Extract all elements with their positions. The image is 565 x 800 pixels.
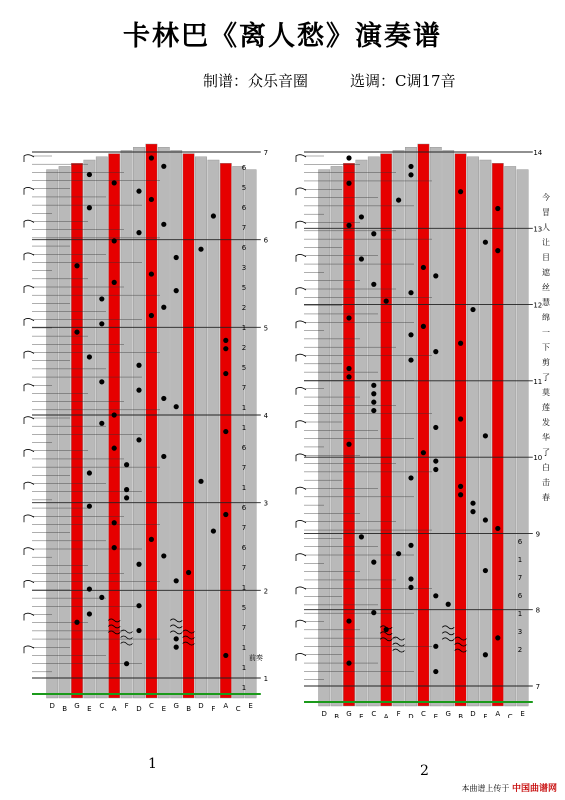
lyric-char: 莫 xyxy=(542,388,550,397)
kalimba-key xyxy=(84,160,95,698)
note-dot xyxy=(99,321,104,326)
note-dot xyxy=(161,396,166,401)
lyric-char: 目 xyxy=(542,253,550,262)
note-dot xyxy=(99,421,104,426)
key-label: A xyxy=(223,702,229,710)
note-dot xyxy=(408,164,413,169)
key-label: E xyxy=(359,713,364,718)
note-dot xyxy=(483,433,488,438)
note-dot xyxy=(371,383,376,388)
fingering-number: 6 xyxy=(241,504,247,512)
note-dot xyxy=(458,484,463,489)
note-dot xyxy=(112,238,117,243)
note-stem xyxy=(296,421,306,428)
kalimba-key xyxy=(517,170,528,706)
note-stem xyxy=(296,288,306,295)
key-label: C xyxy=(420,710,426,718)
note-dot xyxy=(433,349,438,354)
note-dot xyxy=(124,661,129,666)
measure-number: 4 xyxy=(263,412,269,420)
note-dot xyxy=(198,479,203,484)
lyric-char: 发 xyxy=(542,418,550,427)
note-dot xyxy=(74,263,79,268)
key-label: C xyxy=(148,702,154,710)
footer-text: 本曲谱上传于 xyxy=(461,784,510,793)
fingering-number: 6 xyxy=(241,244,247,252)
key-label: F xyxy=(396,710,401,718)
note-dot xyxy=(124,495,129,500)
note-dot xyxy=(223,346,228,351)
note-dot xyxy=(87,205,92,210)
note-dot xyxy=(396,551,401,556)
note-dot xyxy=(408,172,413,177)
key-label: D xyxy=(470,710,476,718)
note-dot xyxy=(433,593,438,598)
note-dot xyxy=(136,562,141,567)
note-dot xyxy=(346,315,351,320)
note-stem xyxy=(296,188,306,195)
note-dot xyxy=(87,504,92,509)
note-dot xyxy=(161,454,166,459)
fingering-number: 7 xyxy=(241,564,247,572)
key-label: B xyxy=(458,713,464,718)
note-dot xyxy=(112,520,117,525)
note-dot xyxy=(396,197,401,202)
note-dot xyxy=(371,231,376,236)
kalimba-key xyxy=(319,170,330,706)
note-dot xyxy=(346,366,351,371)
note-stem xyxy=(24,482,34,489)
key-label: B xyxy=(62,705,68,713)
kalimba-key xyxy=(171,150,182,698)
measure-number: 7 xyxy=(263,149,269,157)
measure-number: 5 xyxy=(263,324,269,333)
note-dot xyxy=(174,288,179,293)
kalimba-key xyxy=(356,160,367,706)
note-dot xyxy=(470,307,475,312)
note-dot xyxy=(371,391,376,396)
kalimba-key xyxy=(195,157,206,698)
kalimba-key xyxy=(455,154,466,706)
arranger-credit: 制谱：众乐音圈 xyxy=(203,72,309,90)
note-stem xyxy=(296,587,306,594)
note-dot xyxy=(408,332,413,337)
note-dot xyxy=(223,512,228,517)
note-dot xyxy=(174,578,179,583)
lyric-char: 人 xyxy=(542,223,550,232)
note-dot xyxy=(136,603,141,608)
measure-number: 10 xyxy=(533,454,543,463)
note-dot xyxy=(87,470,92,475)
kalimba-key xyxy=(133,147,144,698)
note-dot xyxy=(359,534,364,539)
note-dot xyxy=(421,450,426,455)
note-dot xyxy=(174,645,179,650)
note-stem xyxy=(296,155,306,162)
key-label: D xyxy=(321,710,327,718)
note-stem xyxy=(24,613,34,620)
page-number-2: 2 xyxy=(420,763,429,779)
fingering-number: 2 xyxy=(517,646,523,654)
note-dot xyxy=(99,595,104,600)
note-dot xyxy=(458,492,463,497)
note-dot xyxy=(161,222,166,227)
key-label: G xyxy=(346,710,352,718)
fingering-number: 5 xyxy=(241,184,247,192)
measure-number: 11 xyxy=(533,377,543,386)
lyric-char: 丝 xyxy=(542,283,550,292)
measure-number: 13 xyxy=(533,225,543,234)
lyric-char: 莲 xyxy=(542,403,550,412)
key-label: F xyxy=(483,713,488,718)
fingering-number: 7 xyxy=(241,624,247,632)
note-dot xyxy=(458,189,463,194)
key-label: B xyxy=(334,713,340,718)
kalimba-key xyxy=(381,154,392,706)
fingering-number: 1 xyxy=(517,610,523,618)
note-dot xyxy=(421,324,426,329)
fingering-number: 6 xyxy=(241,444,247,452)
key-label: D xyxy=(408,713,414,718)
lyric-char: 让 xyxy=(542,238,550,247)
kalimba-key xyxy=(146,144,157,698)
note-dot xyxy=(470,509,475,514)
note-stem xyxy=(296,520,306,527)
note-dot xyxy=(483,517,488,522)
note-dot xyxy=(211,528,216,533)
lyric-char: 冒 xyxy=(542,208,550,217)
note-dot xyxy=(223,371,228,376)
site-logo: 中国曲谱网 xyxy=(511,784,557,794)
note-dot xyxy=(346,374,351,379)
note-stem xyxy=(24,286,34,293)
note-dot xyxy=(483,240,488,245)
key-label: D xyxy=(49,702,55,710)
fingering-number: 7 xyxy=(241,524,247,532)
note-dot xyxy=(371,560,376,565)
kalimba-key xyxy=(505,166,516,706)
note-dot xyxy=(408,585,413,590)
note-dot xyxy=(359,256,364,261)
key-label: G xyxy=(173,702,179,710)
note-stem xyxy=(24,646,34,653)
key-label: A xyxy=(495,710,501,718)
note-dot xyxy=(371,282,376,287)
kalimba-key xyxy=(492,163,503,706)
key-label: G xyxy=(74,702,80,710)
note-dot xyxy=(149,271,154,276)
measure-number: 9 xyxy=(535,530,541,539)
measure-number: 2 xyxy=(263,587,269,596)
note-stem xyxy=(24,449,34,456)
fingering-number: 6 xyxy=(517,592,523,600)
fingering-number: 6 xyxy=(241,204,247,212)
note-dot xyxy=(87,586,92,591)
kalimba-key xyxy=(208,160,219,698)
note-dot xyxy=(408,543,413,548)
note-dot xyxy=(112,412,117,417)
kalimba-key xyxy=(405,147,416,706)
note-dot xyxy=(421,265,426,270)
note-dot xyxy=(483,652,488,657)
note-dot xyxy=(161,305,166,310)
note-stem xyxy=(296,387,306,394)
note-stem xyxy=(296,354,306,361)
measure-number: 1 xyxy=(263,675,269,683)
note-dot xyxy=(458,341,463,346)
key-label: E xyxy=(87,705,92,713)
note-stem xyxy=(296,454,306,461)
note-stem xyxy=(24,515,34,522)
fingering-number: 5 xyxy=(241,284,247,292)
fingering-number: 7 xyxy=(241,224,247,232)
page-number-1: 1 xyxy=(148,756,157,772)
kalimba-key xyxy=(158,147,169,698)
note-stem xyxy=(24,220,34,227)
lyric-char: 下 xyxy=(542,343,550,352)
note-stem xyxy=(24,384,34,391)
fingering-number: 2 xyxy=(241,344,247,352)
note-stem xyxy=(296,554,306,561)
note-dot xyxy=(99,296,104,301)
fingering-number: 1 xyxy=(241,484,247,492)
note-dot xyxy=(495,526,500,531)
note-stem xyxy=(296,321,306,328)
key-label: A xyxy=(111,705,117,713)
fingering-number: 3 xyxy=(241,264,247,272)
note-dot xyxy=(174,255,179,260)
key-credit: 选调：C调17音 xyxy=(350,72,456,90)
note-stem xyxy=(24,580,34,587)
footer-credit xyxy=(461,781,557,794)
lyric-char: 春 xyxy=(542,493,550,502)
note-dot xyxy=(483,568,488,573)
measure-number: 12 xyxy=(533,301,543,310)
kalimba-key xyxy=(393,150,404,706)
note-dot xyxy=(161,164,166,169)
kalimba-key xyxy=(71,163,82,698)
note-dot xyxy=(87,172,92,177)
note-dot xyxy=(359,214,364,219)
lyric-char: 慧 xyxy=(542,298,550,307)
kalimba-key xyxy=(47,170,58,698)
note-dot xyxy=(124,487,129,492)
score-page-2 xyxy=(288,138,558,718)
note-dot xyxy=(149,537,154,542)
fingering-number: 2 xyxy=(241,304,247,312)
kalimba-key xyxy=(467,157,478,706)
note-dot xyxy=(161,553,166,558)
note-dot xyxy=(198,247,203,252)
note-dot xyxy=(136,437,141,442)
fingering-number: 1 xyxy=(241,684,247,692)
kalimba-key xyxy=(343,163,354,706)
note-stem xyxy=(296,620,306,627)
note-dot xyxy=(408,357,413,362)
note-dot xyxy=(433,458,438,463)
note-stem xyxy=(24,155,34,162)
note-dot xyxy=(433,644,438,649)
lyric-char: 一 xyxy=(542,328,550,337)
note-dot xyxy=(446,602,451,607)
kalimba-key xyxy=(109,154,120,698)
measure-number: 14 xyxy=(533,149,543,157)
key-label: C xyxy=(507,713,513,718)
kalimba-key xyxy=(183,154,194,698)
note-dot xyxy=(433,273,438,278)
fingering-number: 1 xyxy=(241,664,247,672)
note-stem xyxy=(296,254,306,261)
note-dot xyxy=(223,429,228,434)
key-label: E xyxy=(433,713,439,718)
note-dot xyxy=(87,354,92,359)
measure-number: 8 xyxy=(535,606,541,615)
prelude-label: 前奏 xyxy=(249,654,263,662)
key-label: E xyxy=(161,705,167,713)
note-dot xyxy=(149,155,154,160)
note-dot xyxy=(346,442,351,447)
measure-number: 3 xyxy=(263,499,269,508)
note-stem xyxy=(24,417,34,424)
note-dot xyxy=(112,180,117,185)
note-dot xyxy=(174,636,179,641)
fingering-number: 1 xyxy=(241,424,247,432)
lyric-char: 了 xyxy=(542,448,550,457)
note-dot xyxy=(470,501,475,506)
note-dot xyxy=(433,669,438,674)
fingering-number: 6 xyxy=(517,538,523,546)
note-dot xyxy=(136,230,141,235)
note-dot xyxy=(223,653,228,658)
note-stem xyxy=(24,318,34,325)
score-title: 卡林巴《离人愁》演奏谱 xyxy=(123,21,442,52)
fingering-number: 5 xyxy=(241,364,247,372)
note-dot xyxy=(74,329,79,334)
note-dot xyxy=(495,635,500,640)
note-dot xyxy=(223,338,228,343)
fingering-number: 5 xyxy=(241,604,247,612)
kalimba-key xyxy=(245,170,256,698)
fingering-number: 1 xyxy=(241,324,247,332)
note-dot xyxy=(346,155,351,160)
fingering-number: 7 xyxy=(517,574,523,582)
note-dot xyxy=(433,467,438,472)
note-dot xyxy=(433,425,438,430)
note-dot xyxy=(495,248,500,253)
note-stem xyxy=(296,653,306,660)
note-dot xyxy=(112,446,117,451)
key-label: C xyxy=(371,710,377,718)
key-label: B xyxy=(186,705,192,713)
note-stem xyxy=(24,351,34,358)
note-stem xyxy=(296,487,306,494)
key-label: G xyxy=(445,710,451,718)
kalimba-key xyxy=(443,150,454,706)
key-label: C xyxy=(235,705,241,713)
note-dot xyxy=(371,400,376,405)
credits xyxy=(203,70,533,91)
note-dot xyxy=(99,379,104,384)
note-dot xyxy=(458,416,463,421)
note-dot xyxy=(136,628,141,633)
note-dot xyxy=(136,363,141,368)
lyric-char: 今 xyxy=(542,193,550,202)
fingering-number: 1 xyxy=(241,644,247,652)
note-dot xyxy=(408,290,413,295)
fingering-number: 6 xyxy=(241,544,247,552)
note-dot xyxy=(87,611,92,616)
lyric-char: 剪 xyxy=(542,358,550,367)
lyric-char: 华 xyxy=(542,433,550,442)
lyric-char: 了 xyxy=(542,373,550,382)
note-stem xyxy=(24,548,34,555)
measure-number: 7 xyxy=(535,683,541,691)
note-dot xyxy=(136,189,141,194)
note-dot xyxy=(346,181,351,186)
note-stem xyxy=(24,253,34,260)
fingering-number: 1 xyxy=(517,556,523,564)
note-dot xyxy=(371,610,376,615)
note-dot xyxy=(112,280,117,285)
note-dot xyxy=(149,313,154,318)
note-dot xyxy=(124,462,129,467)
key-label: F xyxy=(211,705,216,713)
lyric-char: 绵 xyxy=(542,313,550,322)
note-dot xyxy=(408,475,413,480)
note-dot xyxy=(136,388,141,393)
note-dot xyxy=(408,576,413,581)
key-label: E xyxy=(520,710,525,718)
note-dot xyxy=(74,620,79,625)
score-page-1 xyxy=(18,138,274,718)
note-stem xyxy=(24,187,34,194)
kalimba-key xyxy=(121,150,132,698)
key-label: F xyxy=(124,702,129,710)
key-label: D xyxy=(136,705,142,713)
note-dot xyxy=(149,197,154,202)
fingering-number: 7 xyxy=(241,464,247,472)
note-dot xyxy=(384,299,389,304)
fingering-number: 1 xyxy=(241,404,247,412)
fingering-number: 3 xyxy=(517,628,523,636)
fingering-number: 6 xyxy=(241,164,247,172)
note-dot xyxy=(495,206,500,211)
note-dot xyxy=(346,223,351,228)
note-dot xyxy=(112,545,117,550)
measure-number: 6 xyxy=(263,236,269,245)
note-dot xyxy=(346,661,351,666)
note-dot xyxy=(211,213,216,218)
note-dot xyxy=(174,404,179,409)
fingering-number: 1 xyxy=(241,584,247,592)
note-dot xyxy=(371,408,376,413)
key-label: E xyxy=(248,702,253,710)
fingering-number: 7 xyxy=(241,384,247,392)
key-label: C xyxy=(99,702,105,710)
lyric-char: 遮 xyxy=(542,268,550,277)
key-label: D xyxy=(198,702,204,710)
note-dot xyxy=(186,570,191,575)
note-stem xyxy=(296,221,306,228)
note-dot xyxy=(346,618,351,623)
lyric-char: 击 xyxy=(542,478,550,487)
lyric-char: 白 xyxy=(542,463,550,472)
key-label: A xyxy=(383,713,389,718)
